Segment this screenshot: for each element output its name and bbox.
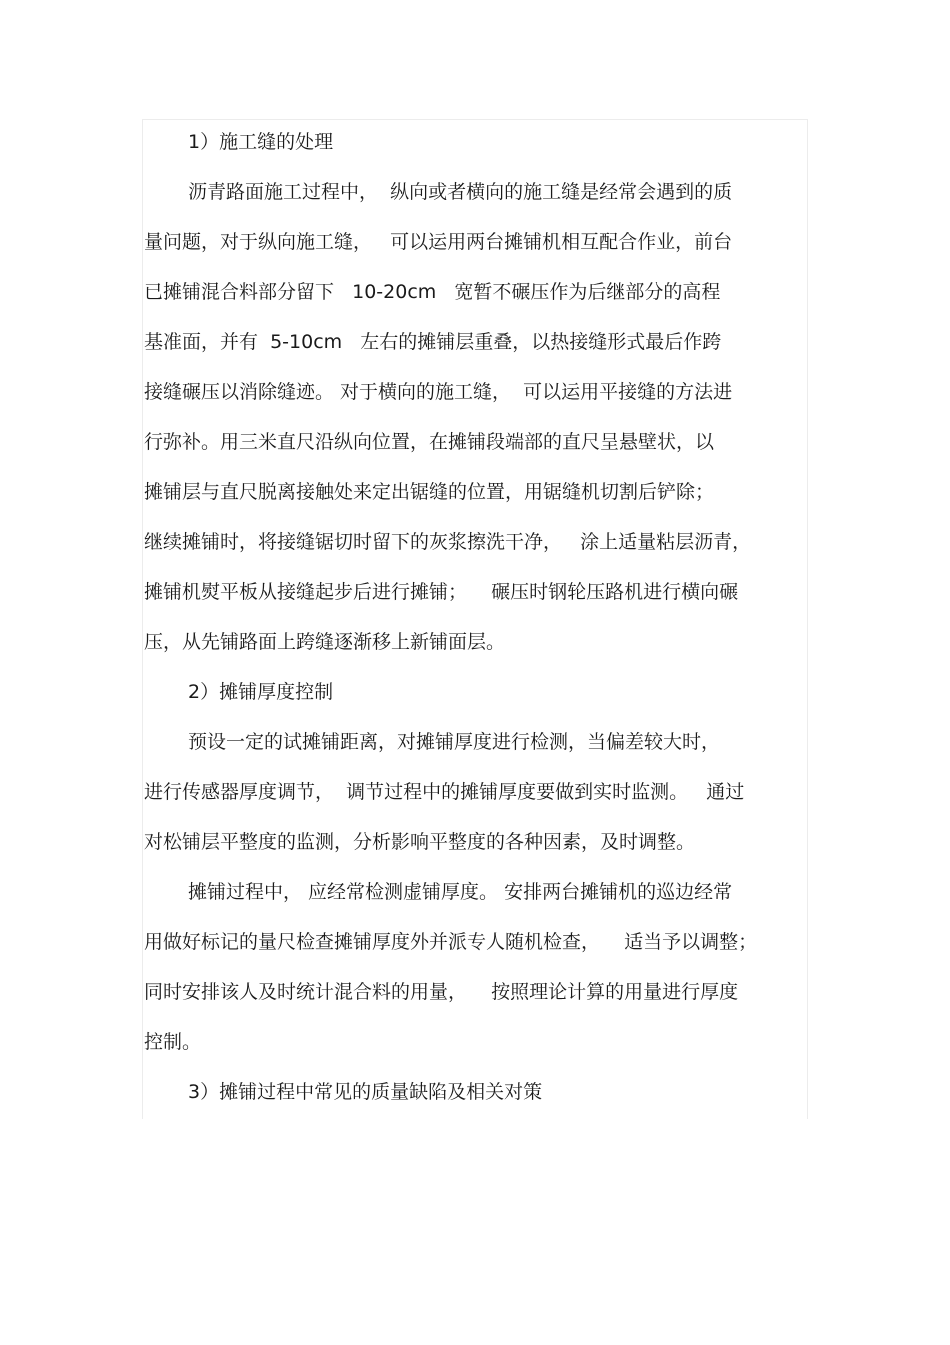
paragraph-line: 对松铺层平整度的监测，分析影响平整度的各种因素，及时调整。: [144, 831, 696, 853]
paragraph-line: 继续摊铺时，将接缝锯切时留下的灰浆擦洗干净， 涂上适量粘层沥青，: [144, 531, 752, 553]
paragraph-line: 用做好标记的量尺检查摊铺厚度外并派专人随机检查， 适当予以调整；: [144, 931, 758, 953]
section-heading-1: 1）施工缝的处理: [188, 131, 334, 153]
paragraph-line: 已摊铺混合料部分留下 10-20cm 宽暂不碾压作为后继部分的高程: [144, 281, 721, 303]
paragraph-line: 同时安排该人及时统计混合料的用量， 按照理论计算的用量进行厚度: [144, 981, 739, 1003]
paragraph-line: 基准面，并有 5-10cm 左右的摊铺层重叠，以热接缝形式最后作跨: [144, 331, 722, 353]
paragraph-line: 接缝碾压以消除缝迹。 对于横向的施工缝， 可以运用平接缝的方法进: [144, 381, 733, 403]
paragraph-line: 摊铺机熨平板从接缝起步后进行摊铺； 碾压时钢轮压路机进行横向碾: [144, 581, 739, 603]
paragraph-line: 摊铺过程中， 应经常检测虚铺厚度。 安排两台摊铺机的巡边经常: [188, 881, 733, 903]
section-heading-3: 3）摊铺过程中常见的质量缺陷及相关对策: [188, 1081, 543, 1103]
paragraph-line: 预设一定的试摊铺距离，对摊铺厚度进行检测，当偏差较大时，: [188, 731, 721, 753]
paragraph-line: 量问题，对于纵向施工缝， 可以运用两台摊铺机相互配合作业，前台: [144, 231, 733, 253]
paragraph-line: 沥青路面施工过程中， 纵向或者横向的施工缝是经常会遇到的质: [188, 181, 733, 203]
paragraph-line: 摊铺层与直尺脱离接触处来定出锯缝的位置，用锯缝机切割后铲除；: [144, 481, 715, 503]
section-heading-2: 2）摊铺厚度控制: [188, 681, 334, 703]
paragraph-line: 控制。: [144, 1031, 202, 1053]
paragraph-line: 进行传感器厚度调节， 调节过程中的摊铺厚度要做到实时监测。 通过: [144, 781, 745, 803]
paragraph-line: 行弥补。用三米直尺沿纵向位置，在摊铺段端部的直尺呈悬壁状，以: [144, 431, 715, 453]
paragraph-line: 压，从先铺路面上跨缝逐渐移上新铺面层。: [144, 631, 506, 653]
